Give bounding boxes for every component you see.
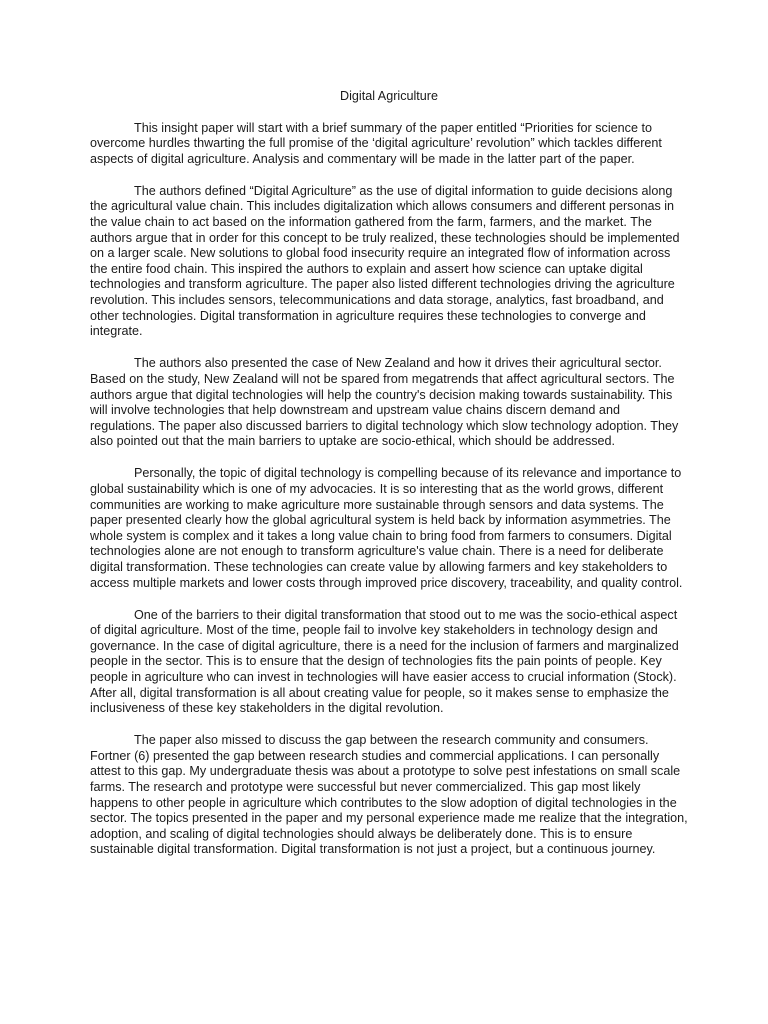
paragraph-socio-ethical: One of the barriers to their digital transformation that stood out to me was the socio-ethical aspect of digital agriculture. Most of the time, people fail to involve key stakeholders in technology design and governance. In the case of digital agriculture, there is a need for the inclusion of farmers and marginalized people in the sector. This is to ensure that the design of technologies fits the pain points of people. Key people in agriculture who can invest in technologies will have easier access to crucial information (Stock). After all, digital transformation is all about creating value for people, so it makes sense to emphasize the inclusiveness of these key stakeholders in the digital revolution. — [90, 607, 679, 716]
document-title: Digital Agriculture — [340, 89, 438, 103]
paragraph-personal-view: Personally, the topic of digital technology is compelling because of its relevance and importance to global sustainability which is one of my advocacies. It is so interesting that as the world grows, different communities are working to make agriculture more sustainable through sensors and data systems. The paper presented clearly how the global agricultural system is held back by information asymmetries. The whole system is complex and it takes a long value chain to bring food from farmers to consumers. Digital technologies alone are not enough to transform agriculture's value chain. There is a need for deliberate digital transformation. These technologies can create value by allowing farmers and key stakeholders to access multiple markets and lower costs through improved price discovery, traceability, and quality control. — [90, 466, 683, 590]
paragraph-summary-intro: This insight paper will start with a brief summary of the paper entitled “Priorities for science to overcome hurdles thwarting the full promise of the ‘digital agriculture’ revolution” which tackles different aspects of digital agriculture. Analysis and commentary will be made in the latter part of the paper. — [90, 120, 662, 166]
document-page — [90, 89, 688, 875]
paragraph-new-zealand: The authors also presented the case of New Zealand and how it drives their agricultural sector. Based on the study, New Zealand will not be spared from megatrends that affect agricultural sectors. The authors argue that digital technologies will help the country's decision making towards sustainability. This will involve technologies that help downstream and upstream value chains discern demand and regulations. The paper also discussed barriers to digital technology which slow technology adoption. They also pointed out that the main barriers to uptake are socio-ethical, which should be addressed. — [90, 356, 679, 449]
paragraph-definition: The authors defined “Digital Agriculture” as the use of digital information to guide decisions along the agricultural value chain. This includes digitalization which allows consumers and different personas in the value chain to act based on the information gathered from the farm, farmers, and the market. The authors argue that in order for this concept to be truly realized, these technologies should be implemented on a larger scale. New solutions to global food insecurity require an integrated flow of information across the entire food chain. This inspired the authors to explain and assert how science can uptake digital technologies and transform agriculture. The paper also listed different technologies driving the agriculture revolution. This includes sensors, telecommunications and data storage, analytics, fast broadband, and other technologies. Digital transformation in agriculture requires these technologies to converge and integrate. — [90, 183, 680, 339]
paragraph-research-gap: The paper also missed to discuss the gap between the research community and consumers. Fortner (6) presented the gap between research studies and commercial applications. I can personally attest to this gap. My undergraduate thesis was about a prototype to solve pest infestations on small scale farms. The research and prototype were successful but never commercialized. This gap most likely happens to other people in agriculture which contributes to the slow adoption of digital technologies in the sector. The topics presented in the paper and my personal experience made me realize that the integration, adoption, and scaling of digital technologies should always be deliberately done. This is to ensure sustainable digital transformation. Digital transformation is not just a project, but a continuous journey. — [90, 733, 688, 857]
